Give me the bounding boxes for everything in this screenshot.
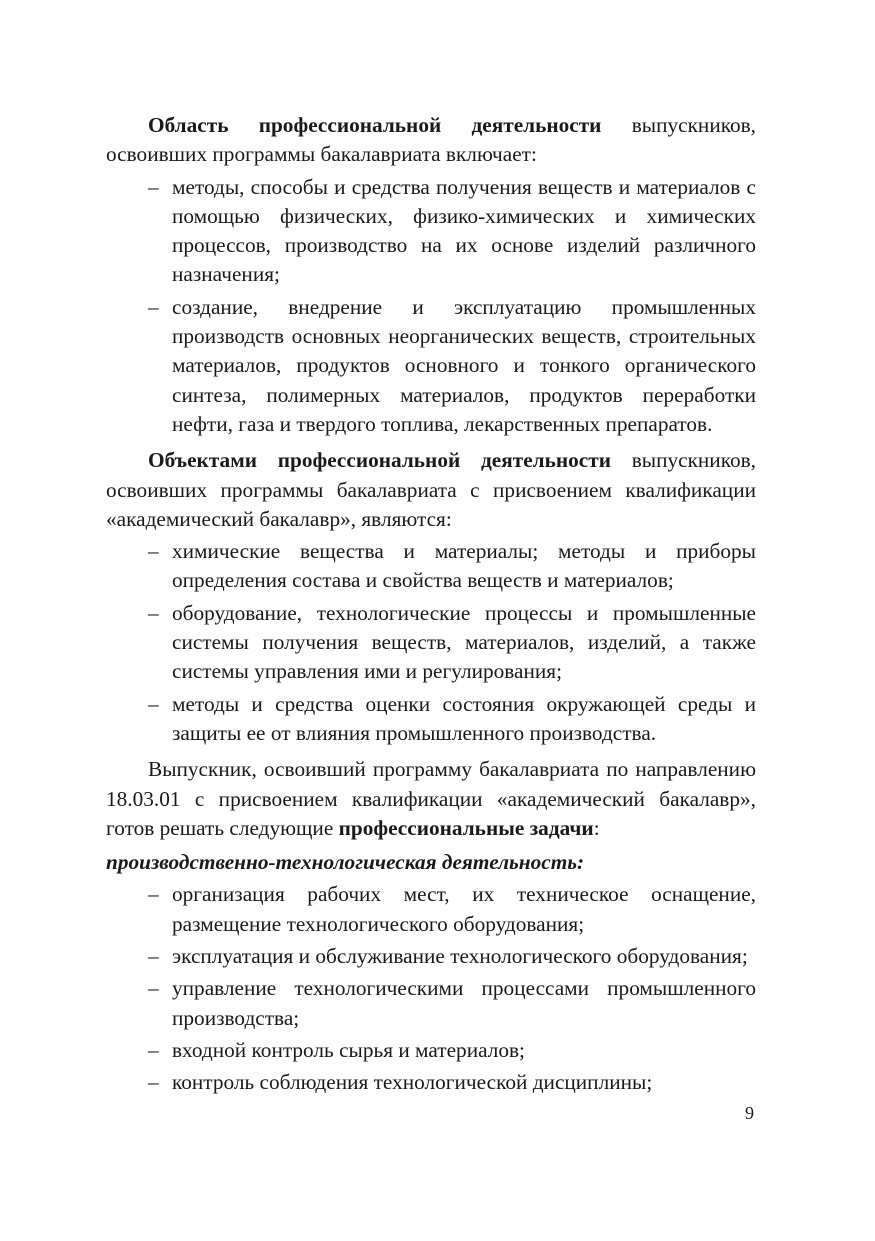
- list-dash: –: [148, 1037, 159, 1062]
- list-dash: –: [148, 976, 159, 1001]
- list-dash: –: [148, 1070, 159, 1095]
- list-item: – оборудование, технологические процессы и промышленные системы получения веществ, материалов, изделий, а также системы управления ими и регулирования;: [148, 600, 756, 684]
- section2-intro-bold: Объектами профессиональной деятельности: [148, 448, 611, 473]
- list-item: – эксплуатация и обслуживание технологического оборудования;: [106, 942, 756, 971]
- list-dash: –: [148, 944, 159, 969]
- list-dash: –: [148, 882, 159, 907]
- list-item: – создание, внедрение и эксплуатацию промышленных производств основных неорганических веществ, строительных материалов, продуктов основного и тонкого органического синтеза, полимерных материалов, продуктов переработки нефти, газа и твердого топлива, лекарственных препаратов.: [148, 294, 756, 436]
- section4-heading: производственно-технологическая деятельность:: [106, 850, 585, 875]
- list-item: – управление технологическими процессами промышленного производства;: [148, 976, 756, 1030]
- list-item: – входной контроль сырья и материалов;: [106, 1036, 756, 1065]
- list-dash: –: [148, 600, 159, 625]
- section1-list: [106, 173, 756, 440]
- list-item: – химические вещества и материалы; методы и приборы определения состава и свойства веществ и материалов;: [148, 539, 756, 593]
- list-item: – организация рабочих мест, их техническое оснащение, размещение технологического оборудования;: [148, 882, 756, 936]
- page-body: [106, 111, 756, 1098]
- section2-intro-text: выпускников, освоивших программы бакалавриата с присвоением квалификации «академический бакалавр», являются:: [106, 448, 757, 531]
- list-item: – методы, способы и средства получения веществ и материалов с помощью физических, физико-химических и химических процессов, производство на их основе изделий различного назначения;: [148, 174, 756, 287]
- section1-intro-bold: Область профессиональной деятельности: [148, 113, 602, 137]
- section1-intro-text: выпускников, освоивших программы бакалавриата включает:: [106, 113, 757, 167]
- page-number: 9: [745, 1103, 754, 1123]
- list-dash: –: [148, 691, 159, 716]
- section3-paragraph: Выпускник, освоивший программу бакалавриата по направлению 18.03.01 с присвоением квалификации «академический бакалавр», готов решать следующие профессиональные задачи:: [106, 757, 756, 840]
- section2-list: [106, 537, 756, 748]
- section3-bold: профессиональные задачи: [338, 815, 594, 840]
- section4-list: [106, 880, 756, 1097]
- list-item: – методы и средства оценки состояния окружающей среды и защиты ее от влияния промышленного производства.: [148, 691, 756, 745]
- section1-intro: [106, 111, 756, 170]
- list-dash: –: [148, 539, 159, 564]
- list-dash: –: [148, 174, 159, 199]
- list-item: – контроль соблюдения технологической дисциплины;: [106, 1068, 756, 1097]
- section2-intro: [106, 446, 756, 534]
- list-dash: –: [148, 294, 159, 319]
